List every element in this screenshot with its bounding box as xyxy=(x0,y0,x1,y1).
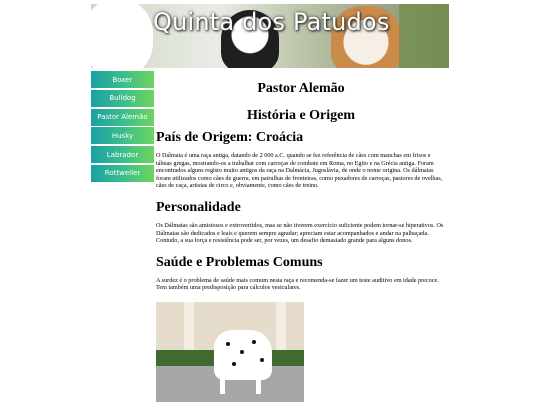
main-content xyxy=(156,80,446,402)
header-banner xyxy=(91,4,449,68)
section-text-origin: O Dálmata é uma raça antiga, datando de 2 000 a.C. quando se fez referência de cães com manchas em frisos e tábuas gregas, mostrando-os a trabalhar com carroças de combate em Roma, no Egito e na Grécia antiga. Foram encontrados alguns registo muito antigos da raça na Dalmácia, Jugoslávia, de onde o nome origina. Os dálmatas foram utilizados como cães de guerra, em patrulhas de fronteiras, como puxadores de carroças, pastores de ovelhas, cães de caça, artistas de circo e, obviamente, como cães de treino. xyxy=(156,152,443,190)
sidebar-item-boxer[interactable]: Boxer xyxy=(91,71,154,88)
section-heading-origin: País de Origem: Croácia xyxy=(156,130,304,145)
dog-photo-left xyxy=(91,4,153,68)
sidebar-nav xyxy=(91,71,154,184)
page-subtitle: História e Origem xyxy=(246,108,356,123)
section-text-personality: Os Dálmatas são amistosos e extrovertidos, mas se não tiverem exercício suficiente podem tornar-se hiperativos. Os Dálmatas são dedicados e leais e querem sempre agradar; apreciam estar acompanhados e andar na palhaçada. Contudo, a sua força e resistência pode ser, por vezes, um desafio demasiado grande para alguns donos. xyxy=(156,221,444,245)
section-heading-personality: Personalidade xyxy=(156,199,241,215)
dalmatian-photo xyxy=(156,302,304,402)
sidebar-item-husky[interactable]: Husky xyxy=(91,127,154,144)
sidebar-item-bulldog[interactable]: Bulldog xyxy=(91,90,154,107)
page-title: Pastor Alemão xyxy=(257,81,345,96)
sidebar-item-pastor-alemao[interactable]: Pastor Alemão xyxy=(91,109,154,126)
section-heading-health: Saúde e Problemas Comuns xyxy=(156,254,323,270)
page-wrapper xyxy=(91,4,449,292)
section-text-health: A surdez é o problema de saúde mais comum nesta raça e recomenda-se fazer um teste auditivo em idade precoce. Tem também uma predisposição para cálculos vesiculares. xyxy=(156,276,439,292)
sidebar-item-labrador[interactable]: Labrador xyxy=(91,146,154,163)
site-title: Quinta dos Patudos xyxy=(153,8,390,36)
banner-background xyxy=(399,4,449,68)
sidebar-item-rottweiler[interactable]: Rottweiler xyxy=(91,165,154,182)
